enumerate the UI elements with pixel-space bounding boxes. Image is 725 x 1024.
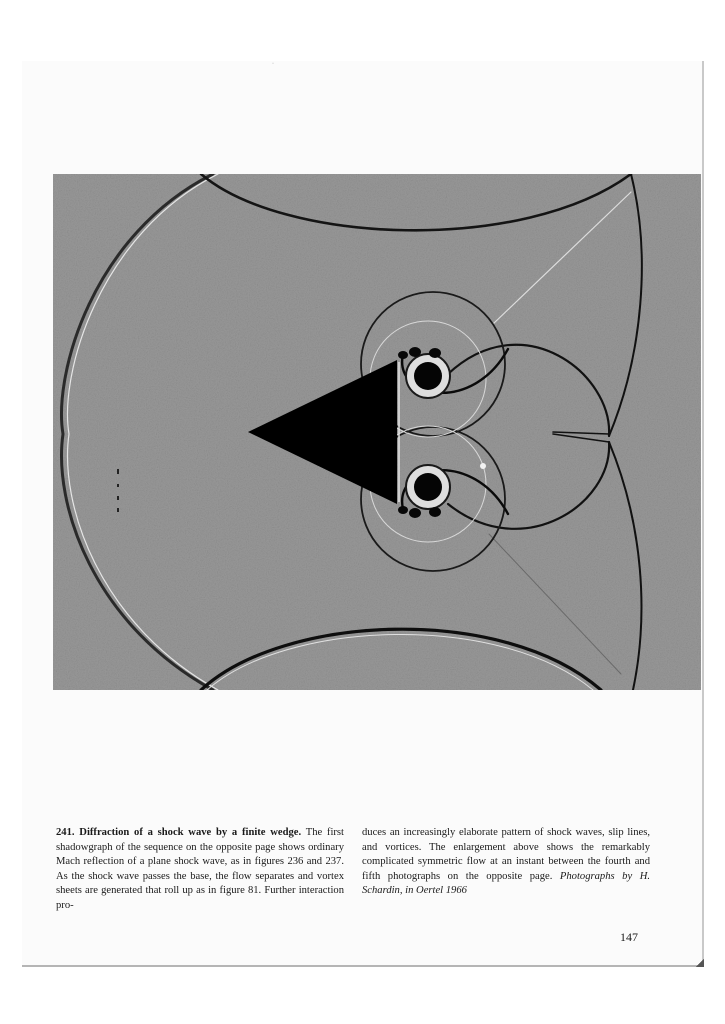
shadowgraph-svg xyxy=(53,174,701,690)
caption-right-column xyxy=(362,826,650,899)
page-corner-shadow xyxy=(696,959,704,967)
vortex-core-upper xyxy=(414,362,442,390)
figure-number: 241. xyxy=(56,827,75,838)
white-spot xyxy=(480,463,486,469)
shadowgraph-photo xyxy=(53,174,701,690)
caption-body-left: The first shadowgraph of the sequence on the opposite page shows ordinary Mach reflection of a plane shock wave, as in figures 236 and 237. As the shock wave passes the base, the flow separates and vortex sheets are generated that roll up as in figure 81. Further interaction pro- xyxy=(56,827,344,911)
caption-body-right: duces an increasingly elaborate pattern of shock waves, slip lines, and vortices. The enlargement above shows the remarkably complicated symmetric flow at an instant between the fourth and fifth photographs on the opposite page. xyxy=(362,827,650,882)
photo-credit: Photographs by H. Schardin, in Oertel 1966 xyxy=(362,870,650,897)
page-number: 147 xyxy=(620,930,638,944)
figure-title: Diffraction of a shock wave by a finite wedge. xyxy=(79,827,302,838)
scan-speck: · xyxy=(272,61,274,67)
vortex-core-lower xyxy=(414,473,442,501)
caption-left-column xyxy=(56,826,344,914)
